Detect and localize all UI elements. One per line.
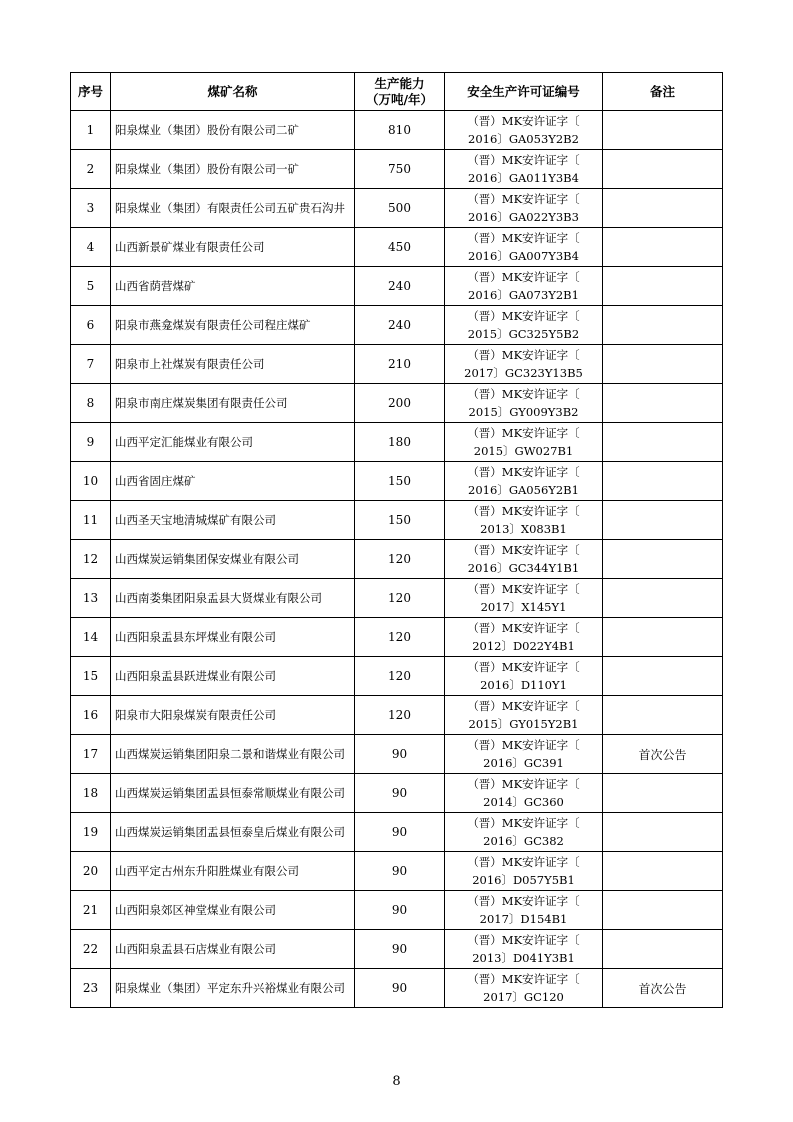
cell-note bbox=[603, 189, 723, 228]
cell-mine-name: 阳泉市南庄煤炭集团有限责任公司 bbox=[111, 384, 355, 423]
cell-mine-name: 山西平定汇能煤业有限公司 bbox=[111, 423, 355, 462]
license-line1: （晋）MK安许证字〔 bbox=[467, 426, 580, 440]
cell-capacity: 90 bbox=[355, 930, 445, 969]
cell-mine-name: 山西省荫营煤矿 bbox=[111, 267, 355, 306]
cell-mine-name: 山西煤炭运销集团保安煤业有限公司 bbox=[111, 540, 355, 579]
license-line2: 2013〕X083B1 bbox=[480, 522, 567, 536]
cell-capacity: 90 bbox=[355, 891, 445, 930]
cell-license bbox=[445, 774, 603, 813]
cell-mine-name: 阳泉煤业（集团）有限责任公司五矿贵石沟井 bbox=[111, 189, 355, 228]
cell-no: 21 bbox=[71, 891, 111, 930]
table-row bbox=[71, 306, 723, 345]
cell-license bbox=[445, 306, 603, 345]
cell-capacity: 810 bbox=[355, 111, 445, 150]
cell-license bbox=[445, 891, 603, 930]
cell-license bbox=[445, 345, 603, 384]
table-row bbox=[71, 540, 723, 579]
header-capacity-line1: 生产能力 bbox=[374, 75, 425, 91]
header-capacity-line2: （万吨/年） bbox=[365, 91, 434, 107]
license-line1: （晋）MK安许证字〔 bbox=[467, 660, 580, 674]
cell-no: 2 bbox=[71, 150, 111, 189]
cell-mine-name: 阳泉煤业（集团）平定东升兴裕煤业有限公司 bbox=[111, 969, 355, 1008]
cell-mine-name: 山西阳泉盂县东坪煤业有限公司 bbox=[111, 618, 355, 657]
cell-license bbox=[445, 423, 603, 462]
license-line1: （晋）MK安许证字〔 bbox=[467, 465, 580, 479]
license-line2: 2016〕GA073Y2B1 bbox=[468, 288, 579, 302]
license-line1: （晋）MK安许证字〔 bbox=[467, 309, 580, 323]
cell-no: 1 bbox=[71, 111, 111, 150]
cell-mine-name: 阳泉市上社煤炭有限责任公司 bbox=[111, 345, 355, 384]
license-line1: （晋）MK安许证字〔 bbox=[467, 348, 580, 362]
cell-no: 3 bbox=[71, 189, 111, 228]
cell-no: 4 bbox=[71, 228, 111, 267]
cell-note bbox=[603, 540, 723, 579]
cell-capacity: 120 bbox=[355, 579, 445, 618]
license-line2: 2015〕GC325Y5B2 bbox=[467, 327, 580, 341]
cell-mine-name: 山西新景矿煤业有限责任公司 bbox=[111, 228, 355, 267]
cell-capacity: 150 bbox=[355, 501, 445, 540]
table-row bbox=[71, 228, 723, 267]
cell-note bbox=[603, 618, 723, 657]
license-line2: 2016〕GA007Y3B4 bbox=[468, 249, 579, 263]
cell-capacity: 450 bbox=[355, 228, 445, 267]
cell-capacity: 120 bbox=[355, 696, 445, 735]
cell-no: 12 bbox=[71, 540, 111, 579]
cell-note bbox=[603, 891, 723, 930]
cell-no: 8 bbox=[71, 384, 111, 423]
license-line1: （晋）MK安许证字〔 bbox=[467, 231, 580, 245]
cell-note bbox=[603, 852, 723, 891]
cell-license bbox=[445, 501, 603, 540]
table-row bbox=[71, 813, 723, 852]
cell-note bbox=[603, 306, 723, 345]
table-header-row bbox=[71, 73, 723, 111]
cell-license bbox=[445, 111, 603, 150]
cell-license bbox=[445, 657, 603, 696]
cell-license bbox=[445, 384, 603, 423]
table-row bbox=[71, 852, 723, 891]
license-line1: （晋）MK安许证字〔 bbox=[467, 699, 580, 713]
cell-capacity: 240 bbox=[355, 306, 445, 345]
table-row bbox=[71, 150, 723, 189]
cell-note bbox=[603, 774, 723, 813]
license-line1: （晋）MK安许证字〔 bbox=[467, 114, 580, 128]
table-row bbox=[71, 462, 723, 501]
cell-mine-name: 山西南娄集团阳泉盂县大贤煤业有限公司 bbox=[111, 579, 355, 618]
cell-capacity: 180 bbox=[355, 423, 445, 462]
license-line2: 2016〕GA056Y2B1 bbox=[468, 483, 579, 497]
cell-license bbox=[445, 267, 603, 306]
header-license: 安全生产许可证编号 bbox=[445, 73, 603, 111]
cell-license bbox=[445, 735, 603, 774]
license-line1: （晋）MK安许证字〔 bbox=[467, 738, 580, 752]
table-row bbox=[71, 501, 723, 540]
cell-mine-name: 山西阳泉郊区神堂煤业有限公司 bbox=[111, 891, 355, 930]
table-row bbox=[71, 696, 723, 735]
license-line2: 2017〕D154B1 bbox=[479, 912, 568, 926]
license-line1: （晋）MK安许证字〔 bbox=[467, 621, 580, 635]
cell-mine-name: 阳泉市燕龛煤炭有限责任公司程庄煤矿 bbox=[111, 306, 355, 345]
table-row bbox=[71, 774, 723, 813]
cell-no: 6 bbox=[71, 306, 111, 345]
table-row bbox=[71, 618, 723, 657]
license-line2: 2016〕GA022Y3B3 bbox=[468, 210, 579, 224]
license-line1: （晋）MK安许证字〔 bbox=[467, 933, 580, 947]
cell-capacity: 120 bbox=[355, 540, 445, 579]
license-line2: 2016〕GC344Y1B1 bbox=[467, 561, 580, 575]
cell-note bbox=[603, 423, 723, 462]
cell-capacity: 500 bbox=[355, 189, 445, 228]
cell-note bbox=[603, 813, 723, 852]
cell-capacity: 150 bbox=[355, 462, 445, 501]
cell-no: 18 bbox=[71, 774, 111, 813]
cell-note bbox=[603, 384, 723, 423]
cell-license bbox=[445, 618, 603, 657]
license-line2: 2016〕D110Y1 bbox=[480, 678, 567, 692]
cell-no: 20 bbox=[71, 852, 111, 891]
table-row bbox=[71, 423, 723, 462]
license-line2: 2016〕GA053Y2B2 bbox=[468, 132, 579, 146]
license-line2: 2016〕GC382 bbox=[483, 834, 564, 848]
license-line1: （晋）MK安许证字〔 bbox=[467, 582, 580, 596]
cell-mine-name: 山西阳泉盂县石店煤业有限公司 bbox=[111, 930, 355, 969]
cell-license bbox=[445, 813, 603, 852]
cell-no: 22 bbox=[71, 930, 111, 969]
cell-mine-name: 山西圣天宝地清城煤矿有限公司 bbox=[111, 501, 355, 540]
cell-note bbox=[603, 657, 723, 696]
cell-mine-name: 山西煤炭运销集团阳泉二景和谐煤业有限公司 bbox=[111, 735, 355, 774]
cell-no: 16 bbox=[71, 696, 111, 735]
cell-license bbox=[445, 150, 603, 189]
table-row bbox=[71, 969, 723, 1008]
table-row bbox=[71, 735, 723, 774]
cell-no: 19 bbox=[71, 813, 111, 852]
license-line2: 2015〕GY009Y3B2 bbox=[468, 405, 579, 419]
license-line2: 2015〕GY015Y2B1 bbox=[468, 717, 579, 731]
cell-mine-name: 山西煤炭运销集团盂县恒泰皇后煤业有限公司 bbox=[111, 813, 355, 852]
cell-mine-name: 山西阳泉盂县跃进煤业有限公司 bbox=[111, 657, 355, 696]
cell-capacity: 750 bbox=[355, 150, 445, 189]
table-body bbox=[71, 111, 723, 1008]
cell-no: 5 bbox=[71, 267, 111, 306]
cell-capacity: 90 bbox=[355, 813, 445, 852]
license-line2: 2015〕GW027B1 bbox=[473, 444, 574, 458]
cell-note: 首次公告 bbox=[603, 969, 723, 1008]
cell-note: 首次公告 bbox=[603, 735, 723, 774]
cell-note bbox=[603, 228, 723, 267]
cell-capacity: 90 bbox=[355, 969, 445, 1008]
cell-no: 11 bbox=[71, 501, 111, 540]
cell-note bbox=[603, 345, 723, 384]
cell-no: 23 bbox=[71, 969, 111, 1008]
table-row bbox=[71, 189, 723, 228]
coal-mine-table bbox=[70, 72, 723, 1008]
cell-capacity: 90 bbox=[355, 852, 445, 891]
cell-mine-name: 山西平定古州东升阳胜煤业有限公司 bbox=[111, 852, 355, 891]
cell-license bbox=[445, 969, 603, 1008]
cell-note bbox=[603, 462, 723, 501]
header-no: 序号 bbox=[71, 73, 111, 111]
cell-no: 10 bbox=[71, 462, 111, 501]
table-row bbox=[71, 657, 723, 696]
table-row bbox=[71, 111, 723, 150]
cell-mine-name: 阳泉煤业（集团）股份有限公司一矿 bbox=[111, 150, 355, 189]
cell-license bbox=[445, 189, 603, 228]
cell-mine-name: 阳泉市大阳泉煤炭有限责任公司 bbox=[111, 696, 355, 735]
license-line2: 2012〕D022Y4B1 bbox=[472, 639, 575, 653]
cell-license bbox=[445, 228, 603, 267]
license-line2: 2017〕GC120 bbox=[483, 990, 564, 1004]
license-line2: 2016〕D057Y5B1 bbox=[472, 873, 575, 887]
cell-note bbox=[603, 696, 723, 735]
cell-license bbox=[445, 696, 603, 735]
cell-note bbox=[603, 501, 723, 540]
license-line2: 2016〕GA011Y3B4 bbox=[468, 171, 579, 185]
cell-capacity: 90 bbox=[355, 774, 445, 813]
cell-note bbox=[603, 930, 723, 969]
license-line2: 2016〕GC391 bbox=[483, 756, 564, 770]
cell-license bbox=[445, 540, 603, 579]
header-name: 煤矿名称 bbox=[111, 73, 355, 111]
cell-capacity: 240 bbox=[355, 267, 445, 306]
cell-no: 7 bbox=[71, 345, 111, 384]
table-row bbox=[71, 384, 723, 423]
license-line1: （晋）MK安许证字〔 bbox=[467, 972, 580, 986]
license-line2: 2017〕X145Y1 bbox=[480, 600, 567, 614]
license-line1: （晋）MK安许证字〔 bbox=[467, 504, 580, 518]
license-line1: （晋）MK安许证字〔 bbox=[467, 192, 580, 206]
header-note: 备注 bbox=[603, 73, 723, 111]
cell-no: 9 bbox=[71, 423, 111, 462]
license-line1: （晋）MK安许证字〔 bbox=[467, 543, 580, 557]
license-line1: （晋）MK安许证字〔 bbox=[467, 387, 580, 401]
header-capacity bbox=[355, 73, 445, 111]
cell-mine-name: 山西省固庄煤矿 bbox=[111, 462, 355, 501]
cell-capacity: 120 bbox=[355, 618, 445, 657]
cell-license bbox=[445, 852, 603, 891]
cell-note bbox=[603, 150, 723, 189]
cell-capacity: 90 bbox=[355, 735, 445, 774]
table-row bbox=[71, 891, 723, 930]
table-row bbox=[71, 345, 723, 384]
cell-no: 13 bbox=[71, 579, 111, 618]
cell-mine-name: 阳泉煤业（集团）股份有限公司二矿 bbox=[111, 111, 355, 150]
cell-license bbox=[445, 930, 603, 969]
license-line1: （晋）MK安许证字〔 bbox=[467, 816, 580, 830]
license-line2: 2017〕GC323Y13B5 bbox=[464, 366, 583, 380]
page-number: 8 bbox=[392, 1074, 401, 1089]
cell-note bbox=[603, 111, 723, 150]
cell-capacity: 210 bbox=[355, 345, 445, 384]
cell-note bbox=[603, 579, 723, 618]
license-line1: （晋）MK安许证字〔 bbox=[467, 894, 580, 908]
cell-license bbox=[445, 579, 603, 618]
table-row bbox=[71, 930, 723, 969]
cell-note bbox=[603, 267, 723, 306]
license-line2: 2014〕GC360 bbox=[483, 795, 564, 809]
cell-capacity: 200 bbox=[355, 384, 445, 423]
cell-no: 14 bbox=[71, 618, 111, 657]
license-line1: （晋）MK安许证字〔 bbox=[467, 153, 580, 167]
license-line1: （晋）MK安许证字〔 bbox=[467, 270, 580, 284]
cell-license bbox=[445, 462, 603, 501]
license-line1: （晋）MK安许证字〔 bbox=[467, 855, 580, 869]
cell-no: 17 bbox=[71, 735, 111, 774]
cell-mine-name: 山西煤炭运销集团盂县恒泰常顺煤业有限公司 bbox=[111, 774, 355, 813]
table-row bbox=[71, 579, 723, 618]
table-row bbox=[71, 267, 723, 306]
license-line2: 2013〕D041Y3B1 bbox=[472, 951, 575, 965]
cell-no: 15 bbox=[71, 657, 111, 696]
license-line1: （晋）MK安许证字〔 bbox=[467, 777, 580, 791]
cell-capacity: 120 bbox=[355, 657, 445, 696]
